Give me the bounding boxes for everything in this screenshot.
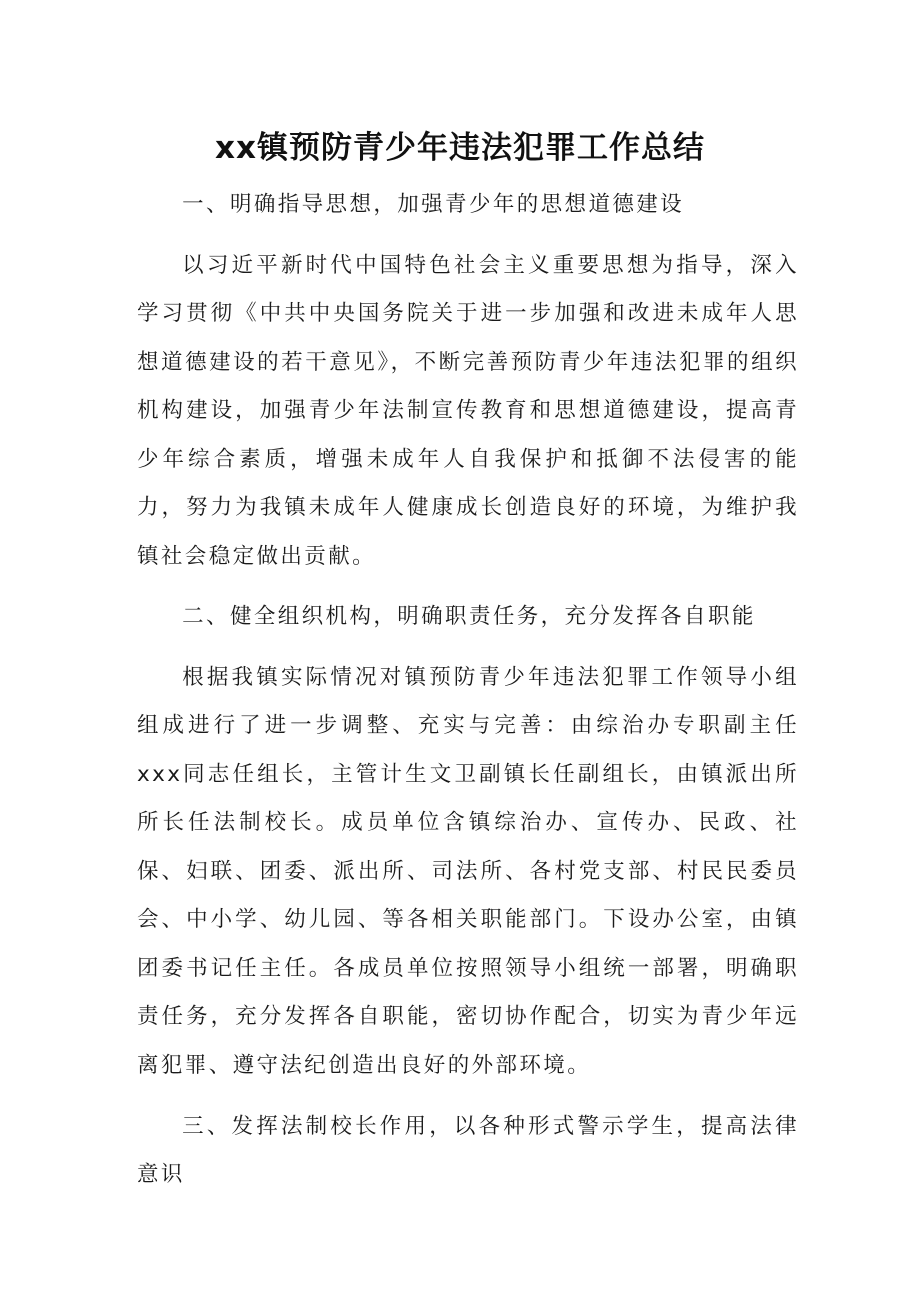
paragraph-1: 以习近平新时代中国特色社会主义重要思想为指导，深入学习贯彻《中共中央国务院关于进一步加强和改进未成年人思想道德建设的若干意见》，不断完善预防青少年违法犯罪的组织机构建设，加强青少年法制宣传教育和思想道德建设，提高青少年综合素质，增强未成年人自我保护和抵御不法侵害的能力，努力为我镇未成年人健康成长创造良好的环境，为维护我镇社会稳定做出贡献。 (137, 252, 799, 569)
section-heading-3: 三、发挥法制校长作用，以各种形式警示学生，提高法律意识 (137, 1113, 799, 1187)
document-body (137, 181, 799, 1212)
document-title: xx镇预防青少年违法犯罪工作总结 (215, 130, 705, 166)
section-heading-1: 一、明确指导思想，加强青少年的思想道德建设 (182, 192, 685, 217)
section-heading-2: 二、健全组织机构，明确职责任务，充分发挥各自职能 (182, 604, 756, 629)
paragraph-2: 根据我镇实际情况对镇预防青少年违法犯罪工作领导小组组成进行了进一步调整、充实与完善：由综治办专职副主任xxx同志任组长，主管计生文卫副镇长任副组长，由镇派出所所长任法制校长。成员单位含镇综治办、宣传办、民政、社保、妇联、团委、派出所、司法所、各村党支部、村民民委员会、中小学、幼儿园、等各相关职能部门。下设办公室，由镇团委书记任主任。各成员单位按照领导小组统一部署，明确职责任务，充分发挥各自职能，密切协作配合，切实为青少年远离犯罪、遵守法纪创造出良好的外部环境。 (137, 664, 799, 1078)
